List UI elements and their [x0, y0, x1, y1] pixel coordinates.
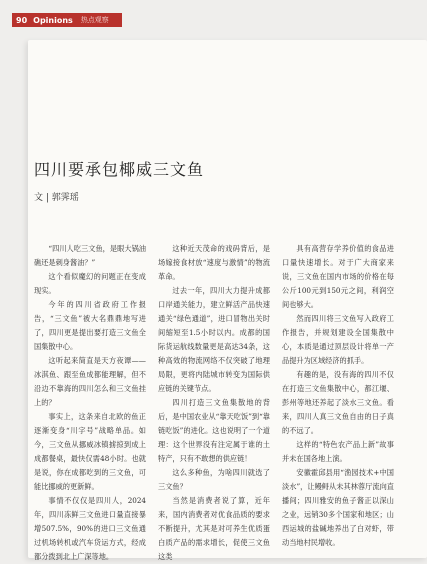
article-byline: 文 | 郭霁瑶: [34, 193, 79, 203]
paragraph: 然而四川将三文鱼写入政府工作报告，并规划建设全国集散中心，本质是通过顶层设计将单一产品提升为区域经济的抓手。: [282, 314, 394, 365]
article-title: 四川要承包椰威三文鱼: [34, 159, 205, 179]
paragraph: 这个看似魔幻的问题正在变成现实。: [34, 272, 146, 295]
paragraph: 事情不仅仅是四川人，2024年，四川冻鲜三文鱼进口量直接暴增507.5%，90%的进口三文鱼通过机场转机或汽车货运方式，经成都分拨到北上广深等地。: [34, 496, 146, 561]
paragraph: 安徽霍邱县用“渔园技术+中国淡水”，让鳗鲟从未其林蓉厅流向直播间；四川雅安的鱼子酱正以深山之业，远销30多个国家和地区；山西运城的盐碱地养出了白对虾，带动当地村民增收。: [282, 468, 394, 547]
article-column-1: [34, 242, 146, 564]
subsection-label: 热点观察: [80, 16, 109, 24]
paragraph: 当然是消费者说了算，近年来，国内消费者对优食品质的要求不断提升，尤其是对可养生优质蛋白质产品的需求增长，促使三文鱼这类: [158, 496, 270, 561]
running-header: [0, 0, 427, 36]
article-column-2: [158, 242, 270, 564]
header-tag: [12, 13, 122, 27]
page-number: 90: [16, 15, 28, 25]
paragraph: 这么多种鱼，为啥四川就选了三文鱼？: [158, 468, 270, 491]
paragraph: 这种近天茂命的戏码背后，是场嫁接食材放“速度与激情”的物流革命。: [158, 244, 270, 281]
paragraph: 有趣的是，没有海的四川不仅在打造三文鱼集散中心，都江堰、彭州等地还养起了淡水三文鱼。看来，四川人真三文鱼自由的日子真的不远了。: [282, 370, 394, 435]
paragraph: 具有高营存学养价值的食品进口量快速增长。对于广大商家来说，三文鱼在国内市场的价格在每公斤100元到150元之间，利润空间也够大。: [282, 244, 394, 309]
paragraph: 过去一年，四川大力提升成都口岸通关能力，建立鲜活产品快速通关“绿色通道”，进口冒物出关时间缩短至1.5小时以内。成都的国际货运航线数量更是高达34条，这种高效的物流网络不仅突破了地理局限，更将内陆城市转变为国际供应链的关键节点。: [158, 286, 270, 393]
article-column-3: [282, 242, 394, 550]
section-label: Opinions: [33, 15, 73, 25]
paragraph: 今年的四川省政府工作报告，“三文鱼”被大名鼎鼎地写进了，四川更是提出要打造三文鱼全国集散中心。: [34, 300, 146, 351]
paragraph: “四川人吃三文鱼，是眼大锅油礁还是刺身酱油？”: [34, 244, 146, 267]
paragraph: 四川打造三文鱼集散地的背后，是中国农业从“靠天吃饭”到“靠链吃饭”的进化。这也说明了一个道理：这个世界没有注定属于谁的土特产，只有不敢想的供应链！: [158, 398, 270, 463]
paragraph: 事实上，这条来自北欧的鱼正逐渐变身“川字号”战略单品。如今，三文鱼从挪威冰镇掳掠到成上成都餐桌，最快仅需48小时。也就是说，你在成都吃到的三文鱼，可能比挪威的更新鲜。: [34, 412, 146, 491]
paragraph: 这样的“特色农产品上新”故事并未在国各地上演。: [282, 440, 394, 463]
paragraph: 这听起来简直是天方夜谭——冰淇鱼、跟至鱼成都能理解，但不沿边不靠海的四川怎么和三文鱼挂上的？: [34, 356, 146, 407]
